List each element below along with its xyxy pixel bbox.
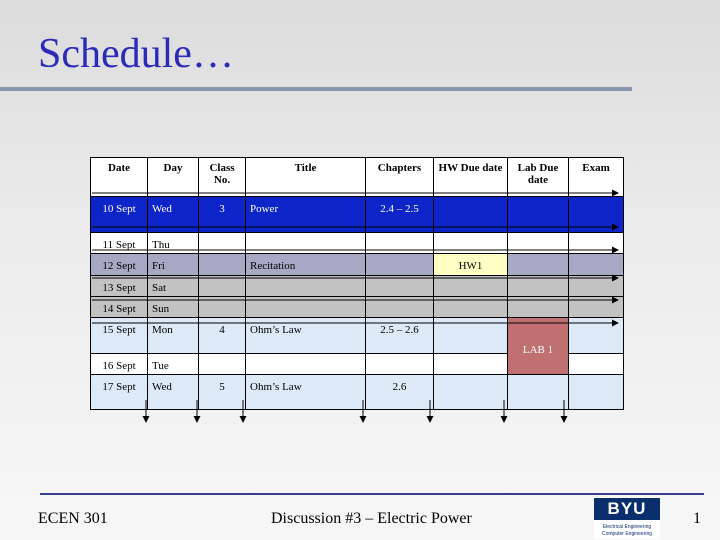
slide-title: Schedule… — [38, 31, 234, 77]
cell-date: 13 Sept — [91, 276, 148, 297]
cell-date: 12 Sept — [91, 254, 148, 276]
cell-day: Fri — [148, 254, 199, 276]
header-chapters: Chapters — [366, 158, 434, 197]
logo-subtitle-ee: Electrical Engineering — [602, 524, 652, 530]
cell-hw — [434, 297, 508, 318]
cell-chapters: 2.5 – 2.6 — [366, 318, 434, 354]
cell-title: Ohm’s Law — [246, 375, 366, 410]
cell-date: 14 Sept — [91, 297, 148, 318]
cell-lab — [508, 254, 569, 276]
cell-hw — [434, 375, 508, 410]
cell-exam — [569, 318, 624, 354]
cell-exam — [569, 233, 624, 254]
cell-chapters — [366, 254, 434, 276]
cell-title — [246, 297, 366, 318]
header-lab-due-date: Lab Due date — [508, 158, 569, 197]
table-row — [91, 254, 624, 276]
table-row — [91, 318, 624, 354]
header-hw-due-date: HW Due date — [434, 158, 508, 197]
table-row — [91, 233, 624, 254]
table-row — [91, 197, 624, 233]
cell-hw-due: HW1 — [434, 254, 508, 276]
cell-chapters — [366, 233, 434, 254]
title-divider — [0, 87, 632, 91]
cell-lab — [508, 197, 569, 233]
cell-chapters — [366, 276, 434, 297]
cell-title — [246, 354, 366, 375]
cell-chapters: 2.4 – 2.5 — [366, 197, 434, 233]
cell-title — [246, 276, 366, 297]
cell-lab — [508, 233, 569, 254]
cell-day: Wed — [148, 197, 199, 233]
header-title: Title — [246, 158, 366, 197]
cell-hw — [434, 318, 508, 354]
table-row — [91, 297, 624, 318]
page-number: 1 — [693, 510, 701, 527]
cell-title: Power — [246, 197, 366, 233]
cell-class: 3 — [199, 197, 246, 233]
cell-class — [199, 276, 246, 297]
cell-lab — [508, 297, 569, 318]
cell-chapters — [366, 354, 434, 375]
header-day: Day — [148, 158, 199, 197]
cell-date: 17 Sept — [91, 375, 148, 410]
cell-day: Sat — [148, 276, 199, 297]
cell-day: Tue — [148, 354, 199, 375]
cell-exam — [569, 375, 624, 410]
header-date: Date — [91, 158, 148, 197]
cell-exam — [569, 254, 624, 276]
logo-wordmark: BYU — [594, 498, 660, 520]
cell-day: Wed — [148, 375, 199, 410]
cell-exam — [569, 297, 624, 318]
cell-title: Recitation — [246, 254, 366, 276]
table-row — [91, 276, 624, 297]
cell-lab — [508, 276, 569, 297]
cell-title — [246, 233, 366, 254]
cell-class — [199, 233, 246, 254]
cell-lab — [508, 375, 569, 410]
cell-hw — [434, 233, 508, 254]
cell-lab-due: LAB 1 — [508, 318, 569, 375]
cell-exam — [569, 197, 624, 233]
cell-date: 16 Sept — [91, 354, 148, 375]
cell-day: Mon — [148, 318, 199, 354]
cell-class: 4 — [199, 318, 246, 354]
logo-subtitle-ce: Computer Engineering — [601, 531, 653, 537]
header-class-no: Class No. — [199, 158, 246, 197]
cell-day: Sun — [148, 297, 199, 318]
cell-title: Ohm’s Law — [246, 318, 366, 354]
footer-topic: Discussion #3 – Electric Power — [271, 510, 472, 527]
cell-hw — [434, 354, 508, 375]
cell-class — [199, 297, 246, 318]
cell-class — [199, 354, 246, 375]
cell-date: 11 Sept — [91, 233, 148, 254]
cell-hw — [434, 197, 508, 233]
cell-date: 10 Sept — [91, 197, 148, 233]
cell-exam — [569, 276, 624, 297]
table-row — [91, 375, 624, 410]
header-exam: Exam — [569, 158, 624, 197]
cell-class — [199, 254, 246, 276]
schedule-table — [90, 157, 624, 410]
table-header-row — [91, 158, 624, 197]
cell-exam — [569, 354, 624, 375]
cell-chapters — [366, 297, 434, 318]
cell-class: 5 — [199, 375, 246, 410]
byu-logo — [594, 497, 660, 539]
cell-hw — [434, 276, 508, 297]
cell-chapters: 2.6 — [366, 375, 434, 410]
footer-divider — [40, 493, 704, 495]
footer-course: ECEN 301 — [38, 510, 108, 527]
cell-date: 15 Sept — [91, 318, 148, 354]
cell-day: Thu — [148, 233, 199, 254]
